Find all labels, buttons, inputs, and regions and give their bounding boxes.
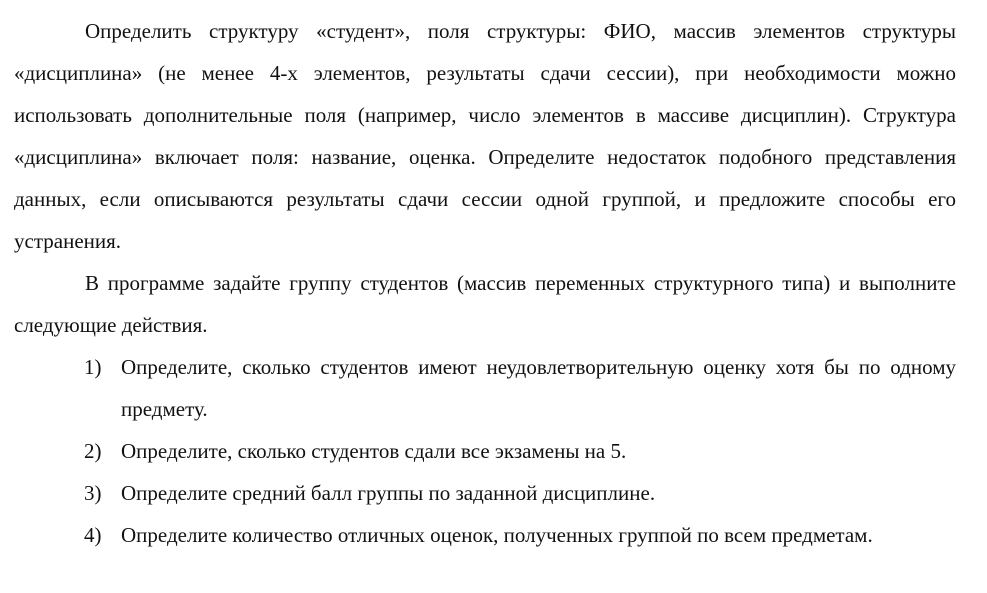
- task-text: Определите количество отличных оценок, полученных группой по всем предметам.: [121, 523, 873, 547]
- task-item: [14, 430, 956, 472]
- intro-paragraph: Определить структуру «студент», поля структуры: ФИО, массив элементов структуры «дисциплина» (не менее 4-х элементов, результаты сдачи сессии), при необходимости можно использовать дополнительные поля (например, число элементов в массиве дисциплин). Структура «дисциплина» включает поля: название, оценка. Определите недостаток подобного представления данных, если описываются результаты сдачи сессии одной группой, и предложите способы его устранения.: [14, 19, 956, 253]
- task-text: Определите, сколько студентов имеют неудовлетворительную оценку хотя бы по одному предмету.: [121, 355, 956, 421]
- task-number: 1): [84, 355, 102, 379]
- task-list: [14, 346, 956, 556]
- task-item: [14, 472, 956, 514]
- document-body: [14, 10, 956, 556]
- instructions-paragraph: В программе задайте группу студентов (массив переменных структурного типа) и выполните следующие действия.: [14, 271, 956, 337]
- task-number: 4): [84, 523, 102, 547]
- task-number: 3): [84, 481, 102, 505]
- task-number: 2): [84, 439, 102, 463]
- task-item: [14, 514, 956, 556]
- task-text: Определите средний балл группы по заданной дисциплине.: [121, 481, 656, 505]
- task-text: Определите, сколько студентов сдали все экзамены на 5.: [121, 439, 627, 463]
- task-item: [14, 346, 956, 430]
